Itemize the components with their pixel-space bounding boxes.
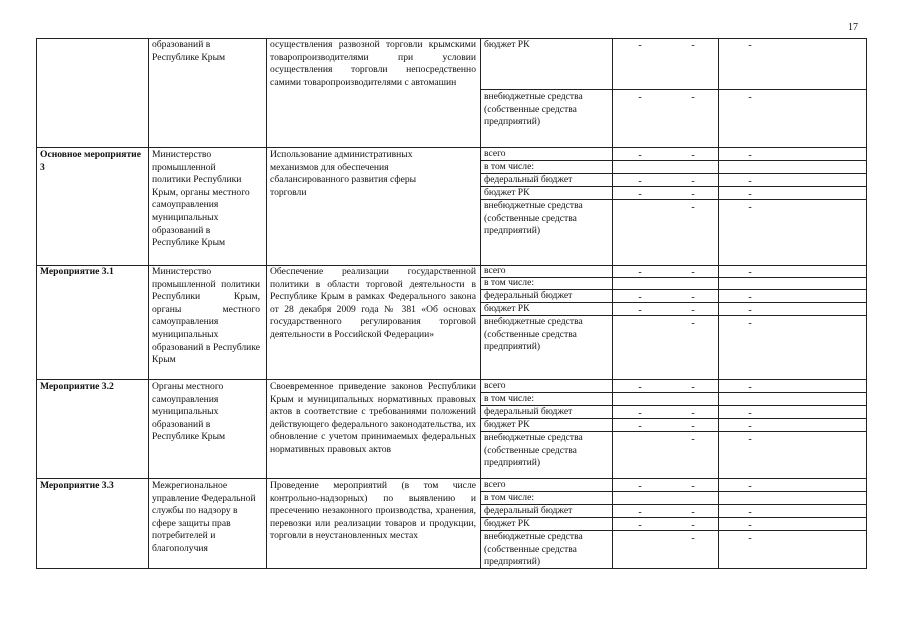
executor-cell: Министерство промышленной политики Республики Крым, органы местного самоуправления муниципальных образований в Республике Крым	[152, 266, 260, 366]
source-rk: бюджет РК	[484, 303, 530, 314]
value-dash: -	[638, 267, 642, 278]
sub-row-border	[480, 89, 867, 90]
source-extrabudget: внебюджетные средства (собственные средства предприятий)	[484, 200, 583, 237]
sub-row-border	[480, 392, 867, 393]
value-dash: -	[748, 305, 752, 316]
source-extrabudget: внебюджетные средства (собственные средства предприятий)	[484, 531, 583, 568]
value-dash: -	[691, 533, 695, 544]
sub-row-border	[480, 160, 867, 161]
col-border	[866, 38, 867, 569]
value-dash: -	[748, 267, 752, 278]
value-dash: -	[748, 150, 752, 161]
value-dash: -	[638, 40, 642, 51]
value-dash: -	[691, 92, 695, 103]
row-border	[36, 379, 867, 380]
source-rk: бюджет РК	[484, 419, 530, 430]
value-dash: -	[748, 520, 752, 531]
value-dash: -	[691, 305, 695, 316]
source-federal: федеральный бюджет	[484, 406, 573, 417]
value-dash: -	[691, 202, 695, 213]
col-border	[612, 38, 613, 569]
value-dash: -	[691, 40, 695, 51]
value-dash: -	[638, 150, 642, 161]
value-dash: -	[691, 382, 695, 393]
sub-row-border	[480, 491, 867, 492]
source-including: в том числе:	[484, 492, 535, 503]
value-dash: -	[691, 267, 695, 278]
value-dash: -	[638, 421, 642, 432]
value-dash: -	[638, 92, 642, 103]
source-rk: бюджет РК	[484, 187, 530, 198]
source-total: всего	[484, 265, 506, 276]
value-dash: -	[748, 202, 752, 213]
source-including: в том числе:	[484, 161, 535, 172]
description-cell: осуществления развозной торговли крымскими товаропроизводителями при условии осуществления торговли непосредственно самими товаропроизводителями с автомашин	[270, 39, 476, 88]
sub-row-border	[480, 277, 867, 278]
source-federal: федеральный бюджет	[484, 505, 573, 516]
col-border	[266, 38, 267, 569]
value-dash: -	[691, 292, 695, 303]
col-border	[718, 38, 719, 569]
value-dash: -	[691, 421, 695, 432]
executor-cell: Органы местного самоуправления муниципальных образований в Республике Крым	[152, 381, 226, 443]
value-dash: -	[691, 520, 695, 531]
value-dash: -	[748, 292, 752, 303]
value-dash: -	[748, 189, 752, 200]
value-dash: -	[691, 408, 695, 419]
value-dash: -	[748, 92, 752, 103]
source-total: всего	[484, 148, 506, 159]
source-federal: федеральный бюджет	[484, 174, 573, 185]
value-dash: -	[638, 520, 642, 531]
source-federal: федеральный бюджет	[484, 290, 573, 301]
value-dash: -	[691, 318, 695, 329]
activity-name: Мероприятие 3.1	[40, 266, 114, 277]
value-dash: -	[638, 305, 642, 316]
source-total: всего	[484, 380, 506, 391]
value-dash: -	[748, 421, 752, 432]
value-dash: -	[691, 434, 695, 445]
row-border	[36, 478, 867, 479]
value-dash: -	[638, 507, 642, 518]
value-dash: -	[691, 481, 695, 492]
value-dash: -	[638, 408, 642, 419]
value-dash: -	[638, 481, 642, 492]
source-total: всего	[484, 479, 506, 490]
value-dash: -	[691, 150, 695, 161]
value-dash: -	[638, 189, 642, 200]
value-dash: -	[748, 318, 752, 329]
source-extrabudget: внебюджетные средства (собственные средства предприятий)	[484, 432, 583, 469]
activity-name: Мероприятие 3.3	[40, 480, 114, 491]
value-dash: -	[638, 292, 642, 303]
value-dash: -	[748, 481, 752, 492]
source-rk: бюджет РК	[484, 39, 530, 50]
description-cell: Обеспечение реализации государственной политики в области торговой деятельности в Республике Крым в рамках Федерального закона от 28 декабря 2009 года № 381 «Об основах государственного регулирования торговой деятельности в Российской Федерации»	[270, 266, 476, 340]
col-border	[480, 38, 481, 569]
value-dash: -	[691, 507, 695, 518]
description-cell: Своевременное приведение законов Республики Крым и муниципальных нормативных правовых актов в соответствие с требованиями положений действующего федерального законодательства, их обновление с учетом принимаемых федеральных нормативных правовых актов	[270, 381, 476, 455]
value-dash: -	[748, 40, 752, 51]
description-cell: Проведение мероприятий (в том числе контрольно-надзорных) по выявлению и пресечению незаконного производства, хранения, перевозки или реализации товаров и продукции, торговли в неустановленных местах	[270, 480, 476, 542]
source-extrabudget: внебюджетные средства (собственные средства предприятий)	[484, 91, 583, 128]
source-including: в том числе:	[484, 393, 535, 404]
value-dash: -	[748, 382, 752, 393]
activity-name: Основное мероприятие 3	[40, 149, 141, 173]
value-dash: -	[748, 533, 752, 544]
description-cell: Использование административных механизмов для обеспечения сбалансированного развития сферы торговли	[270, 149, 417, 198]
value-dash: -	[638, 382, 642, 393]
value-dash: -	[748, 434, 752, 445]
col-border	[148, 38, 149, 569]
row-border	[36, 147, 867, 148]
value-dash: -	[691, 176, 695, 187]
executor-cell: Министерство промышленной политики Республики Крым, органы местного самоуправления муниципальных образований в Республике Крым	[152, 149, 250, 249]
value-dash: -	[748, 507, 752, 518]
executor-cell: образований в Республике Крым	[152, 39, 226, 63]
row-border	[36, 568, 867, 569]
source-including: в том числе:	[484, 277, 535, 288]
source-extrabudget: внебюджетные средства (собственные средства предприятий)	[484, 316, 583, 353]
col-border	[36, 38, 37, 569]
source-rk: бюджет РК	[484, 518, 530, 529]
page-number: 17	[848, 22, 858, 33]
value-dash: -	[748, 408, 752, 419]
executor-cell: Межрегиональное управление Федеральной службы по надзору в сфере защиты прав потребителей и благополучия	[152, 480, 256, 554]
value-dash: -	[748, 176, 752, 187]
activity-name: Мероприятие 3.2	[40, 381, 114, 392]
program-table	[36, 38, 867, 569]
value-dash: -	[638, 176, 642, 187]
value-dash: -	[691, 189, 695, 200]
